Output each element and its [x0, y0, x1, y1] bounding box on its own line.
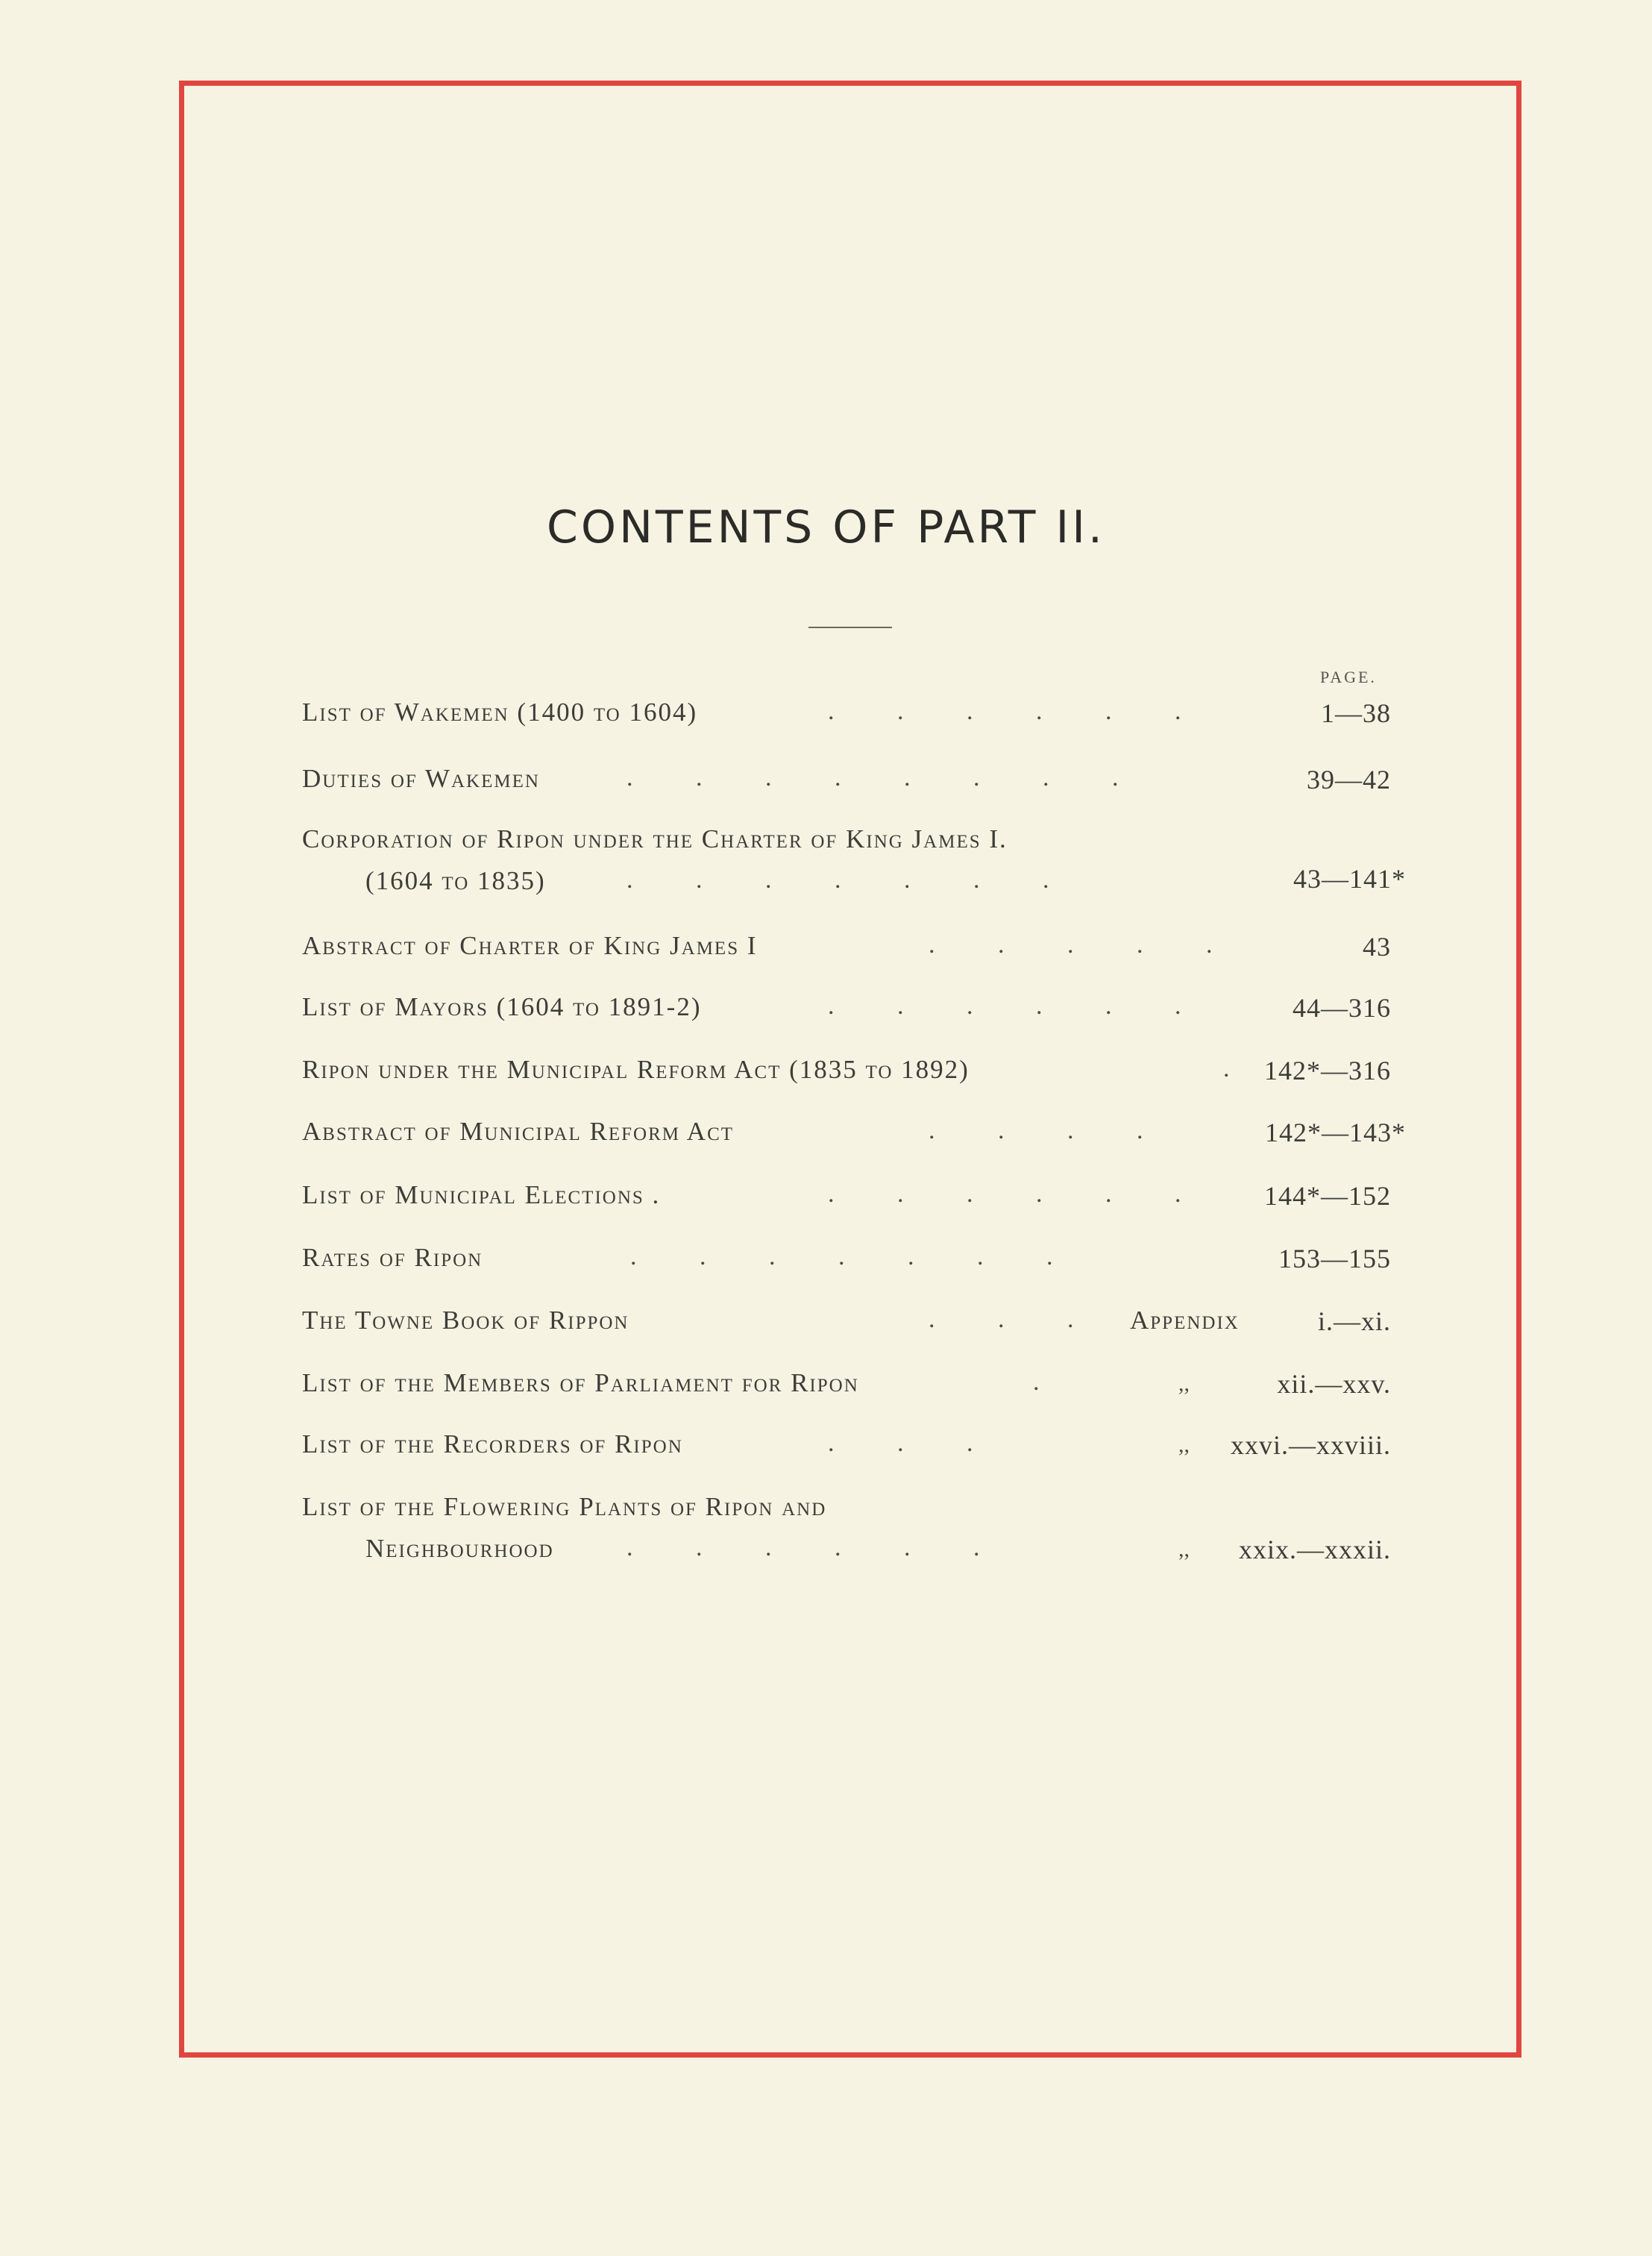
- entry-title: Duties of Wakemen: [302, 764, 540, 793]
- toc-entry[interactable]: [0, 1429, 1652, 1467]
- toc-entry[interactable]: [0, 1055, 1652, 1092]
- dot-leader: .: [1223, 1055, 1258, 1082]
- page-number: 43—141*: [1293, 864, 1406, 894]
- entry-title: List of Municipal Elections .: [302, 1180, 661, 1209]
- page-number: 44—316: [1293, 993, 1391, 1023]
- entry-title: List of the Members of Parliament for Ripon: [302, 1368, 859, 1397]
- page-number: 1—38: [1321, 698, 1391, 728]
- page-number: xii.—xxv.: [1277, 1369, 1391, 1399]
- ditto-mark: ,,: [1178, 1432, 1190, 1457]
- entry-title: The Towne Book of Rippon: [302, 1306, 629, 1335]
- toc-entry[interactable]: [0, 931, 1652, 968]
- page-number: 142*—316: [1264, 1056, 1391, 1085]
- page-number: 142*—143*: [1265, 1118, 1406, 1147]
- entry-title: Ripon under the Municipal Reform Act (1835 to 1892): [302, 1055, 970, 1084]
- toc-entry[interactable]: [0, 698, 1652, 735]
- toc-entry[interactable]: [0, 1368, 1652, 1406]
- entry-title: Corporation of Ripon under the Charter of King James I.: [302, 824, 1008, 853]
- toc-entry[interactable]: [0, 1180, 1652, 1218]
- dot-leader: . . .: [828, 1429, 1002, 1457]
- toc-entry[interactable]: [0, 1117, 1652, 1154]
- page-number: 39—42: [1307, 765, 1391, 795]
- page-number: i.—xi.: [1317, 1306, 1391, 1336]
- entry-title: Abstract of Charter of King James I: [302, 931, 758, 960]
- entry-title: List of Mayors (1604 to 1891-2): [302, 992, 702, 1021]
- dot-leader: . . . . .: [929, 931, 1241, 959]
- toc-entry[interactable]: [0, 1306, 1652, 1343]
- dot-leader: .: [1033, 1368, 1068, 1396]
- dot-leader: . . . . . .: [626, 1534, 1008, 1561]
- entry-title: List of Wakemen (1400 to 1604): [302, 698, 698, 727]
- page-title: CONTENTS OF PART II.: [547, 501, 1105, 554]
- ditto-mark: ,,: [1178, 1537, 1190, 1561]
- toc-entry[interactable]: [0, 824, 1652, 899]
- toc-entry[interactable]: [0, 1492, 1652, 1567]
- dot-leader: . . . . . . . .: [626, 764, 1147, 792]
- dot-leader: . . . . . .: [828, 698, 1210, 725]
- ditto-mark: ,,: [1178, 1371, 1190, 1396]
- toc-entry[interactable]: [0, 1243, 1652, 1280]
- toc-entry[interactable]: [0, 764, 1652, 801]
- page-number: 43: [1363, 932, 1391, 962]
- dot-leader: . . . .: [929, 1117, 1172, 1144]
- appendix-label: Appendix: [1130, 1306, 1240, 1335]
- page-number: xxvi.—xxviii.: [1230, 1430, 1391, 1460]
- entry-title: List of the Flowering Plants of Ripon and: [302, 1492, 827, 1521]
- entry-title: List of the Recorders of Ripon: [302, 1429, 683, 1458]
- page-number: xxix.—xxxii.: [1238, 1535, 1391, 1564]
- entry-title-continuation: Neighbourhood: [365, 1534, 554, 1563]
- entry-title-continuation: (1604 to 1835): [365, 866, 546, 895]
- entry-title: Rates of Ripon: [302, 1243, 483, 1272]
- dot-leader: . . . . . .: [828, 992, 1210, 1020]
- toc-entry[interactable]: [0, 992, 1652, 1030]
- page-column-heading: PAGE.: [1320, 668, 1377, 686]
- page-number: 153—155: [1278, 1244, 1391, 1273]
- dot-leader: . . . . . .: [828, 1180, 1210, 1208]
- dot-leader: . . . . . . .: [626, 866, 1078, 894]
- entry-title: Abstract of Municipal Reform Act: [302, 1117, 735, 1146]
- title-rule: [808, 627, 892, 628]
- dot-leader: . . . . . . .: [630, 1243, 1081, 1270]
- dot-leader: . . .: [929, 1306, 1102, 1333]
- page-number: 144*—152: [1264, 1181, 1391, 1211]
